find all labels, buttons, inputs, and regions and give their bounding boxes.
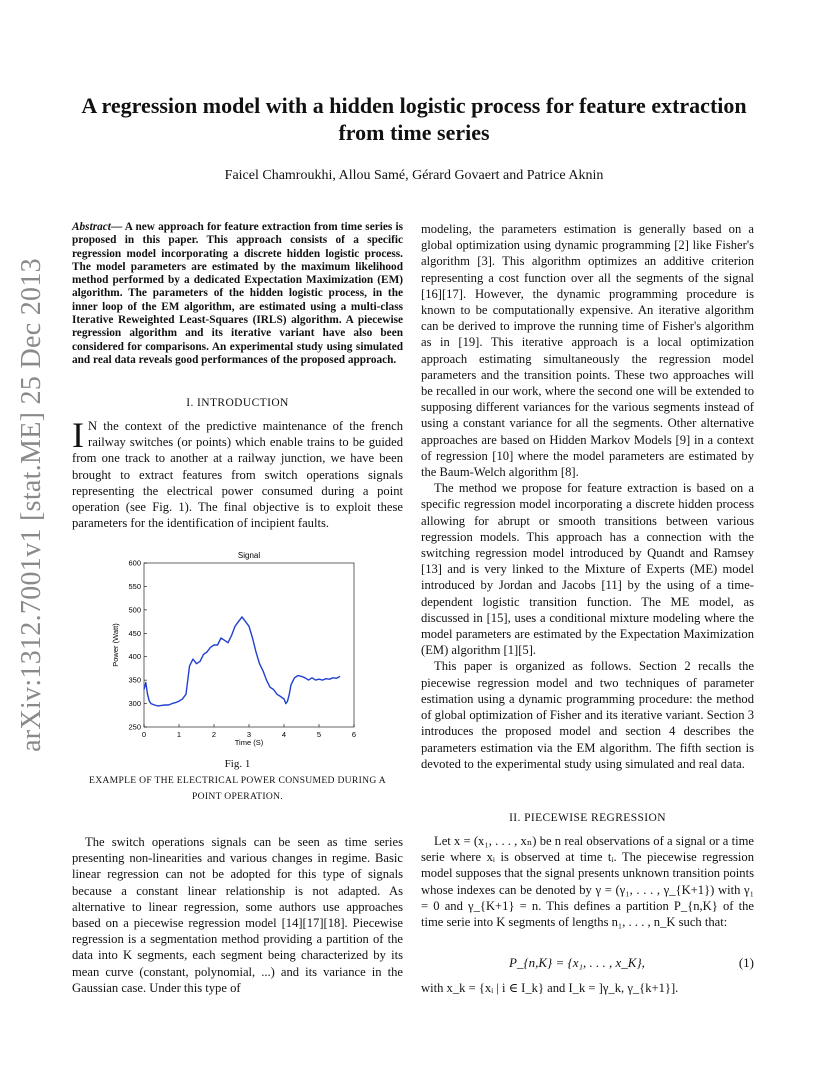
y-tick-label: 400 bbox=[128, 652, 141, 662]
intro-text-1: N the context of the predictive maintenance of the french railway switches (or points) which enable trains to be guided from one track to another at a railway junction, we have been brought to extract features from switch operations signals representing the electrical power consumed during a point operation (see Fig. 1). The final objective is to exploit these parameters for the identification of incipient faults. bbox=[72, 419, 403, 531]
y-tick-label: 600 bbox=[128, 558, 141, 568]
paper-title: A regression model with a hidden logistic process for feature extraction from time series bbox=[81, 93, 747, 145]
section-heading-piecewise: II. PIECEWISE REGRESSION bbox=[509, 812, 666, 824]
chart-svg bbox=[96, 545, 366, 755]
equation-number: (1) bbox=[738, 955, 754, 970]
y-tick-label: 450 bbox=[128, 628, 141, 638]
figure-label: Fig. 1 bbox=[224, 758, 251, 770]
paper-authors: Faicel Chamroukhi, Allou Samé, Gérard Govaert and Patrice Aknin bbox=[224, 168, 604, 183]
x-tick-label: 5 bbox=[316, 730, 322, 739]
arxiv-stamp bbox=[16, 255, 48, 755]
equation-body: P_{n,K} = {x₁, . . . , x_K}, bbox=[509, 955, 645, 970]
section2-text: Let x = (x₁, . . . , xₙ) be n real observations of a signal or a time serie where xᵢ is observed at time tᵢ. The piecewise regression model supposes that the signal presents unknown transition points whose indexes can be denoted by γ = (γ₁, . . . , γ_{K+1}) with γ₁ = 0 and γ_{K+1} = n. This defines a partition P_{n,K} of the time serie into K segments of lengths n₁, . . . , n_K such that: bbox=[421, 834, 755, 930]
right-paragraph-2: The method we propose for feature extraction is based on a specific regression model incorporating a discrete hidden process allowing for abrupt or smooth transitions between various regression models. This approach has a connection with the switching regression model introduced by Quandt and Ramsey [13] and is very linked to the Mixture of Experts (ME) model introduced by Jordan and Jacobs [11] by the using of a time-dependent logistic transition function. The ME model, as discussed in [15], uses a conditional mixture modeling where the model parameters are estimated by the Expectation Maximization (EM) algorithm [1][5]. bbox=[421, 481, 754, 658]
y-tick-label: 500 bbox=[128, 605, 141, 615]
intro-paragraph-1 bbox=[72, 415, 403, 531]
figure-1-chart bbox=[96, 545, 366, 755]
abstract bbox=[72, 221, 403, 367]
signal-series-line bbox=[144, 617, 340, 706]
intro-paragraph-2 bbox=[72, 834, 403, 996]
figure-caption: EXAMPLE OF THE ELECTRICAL POWER CONSUMED DURING A POINT OPERATION. bbox=[89, 775, 386, 802]
intro-text-2: The switch operations signals can be seen as time series presenting non-linearities and various changes in regime. Basic linear regression can not be adopted for this type of signals because a constant linear relationship is not adapted. As alternative to linear regression, some authors use approaches based on a piecewise regression model [14][17][18]. Piecewise regression is a segmentation method providing a partition of the data into K segments, each segment being characterized by its mean curve (constant, polynomial, ...) and its variance in the Gaussian case. Under this type of bbox=[72, 835, 403, 995]
y-axis-label: Power (Watt) bbox=[111, 623, 120, 667]
x-tick-label: 3 bbox=[246, 730, 252, 739]
x-tick-label: 0 bbox=[141, 730, 147, 739]
x-tick-label: 6 bbox=[351, 730, 357, 739]
y-tick-label: 550 bbox=[128, 581, 141, 591]
abstract-label: Abstract bbox=[72, 221, 111, 233]
right-paragraph-1: modeling, the parameters estimation is generally based on a global optimization using dynamic programming [2] like Fisher's algorithm [3]. This algorithm optimizes an additive criterion representing a cost function over all the segments of the signal [16][17]. However, the dynamic programming procedure is known to be computationally expensive. An iterative algorithm can be derived to improve the running time of Fisher's algorithm as in [19]. This iterative approach is a local optimization approach estimating simultaneously the regression model parameters and the transition points. These two approaches will be recalled in our work, where the second one will be extended to supposing different variances for the various segments instead of using a constant variance for all the segments. Other alternative approaches are based on Hidden Markov Models [9] in a context of regression [10] where the model parameters are estimated by the Baum-Welch algorithm [8]. bbox=[421, 222, 754, 480]
x-tick-label: 2 bbox=[211, 730, 217, 739]
section-heading-introduction: I. INTRODUCTION bbox=[186, 397, 289, 409]
section2-paragraph bbox=[421, 833, 754, 930]
equation-followup: with x_k = {xᵢ | i ∈ I_k} and I_k = ]γ_k, γ_{k+1}]. bbox=[421, 981, 679, 995]
x-tick-label: 4 bbox=[281, 730, 287, 739]
y-tick-label: 350 bbox=[128, 675, 141, 685]
abstract-text: — A new approach for feature extraction from time series is proposed in this paper. This approach consists of a specific regression model incorporating a discrete hidden logistic process. The model parameters are estimated by the maximum likelihood method performed by a dedicated Expectation Maximization (EM) algorithm. The parameters of the hidden logistic process, in the inner loop of the EM algorithm, are estimated using a multi-class Iterative Reweighted Least-Squares (IRLS) algorithm. A piecewise regression algorithm and its iterative variant have also been considered for comparisons. An experimental study using simulated and real data reveals good performances of the proposed approach. bbox=[72, 221, 403, 366]
chart-title: Signal bbox=[237, 551, 261, 560]
arxiv-stamp-text: arXiv:1312.7001v1 [stat.ME] 25 Dec 2013 bbox=[16, 258, 47, 752]
dropcap: I bbox=[72, 415, 84, 455]
y-tick-label: 300 bbox=[128, 699, 141, 709]
x-axis-label: Time (S) bbox=[234, 738, 264, 747]
y-tick-label: 250 bbox=[128, 722, 141, 732]
right-column-top bbox=[421, 221, 754, 772]
x-tick-label: 1 bbox=[176, 730, 182, 739]
right-paragraph-3: This paper is organized as follows. Section 2 recalls the piecewise regression model and two techniques of parameter estimation using a dynamic programming procedure: the method of global optimization of Fisher and its iterative variant. Section 3 introduces the proposed model and section 4 describes the parameters estimation via the EM algorithm. The fifth section is devoted to the experimental study using simulated and real data. bbox=[421, 659, 754, 771]
